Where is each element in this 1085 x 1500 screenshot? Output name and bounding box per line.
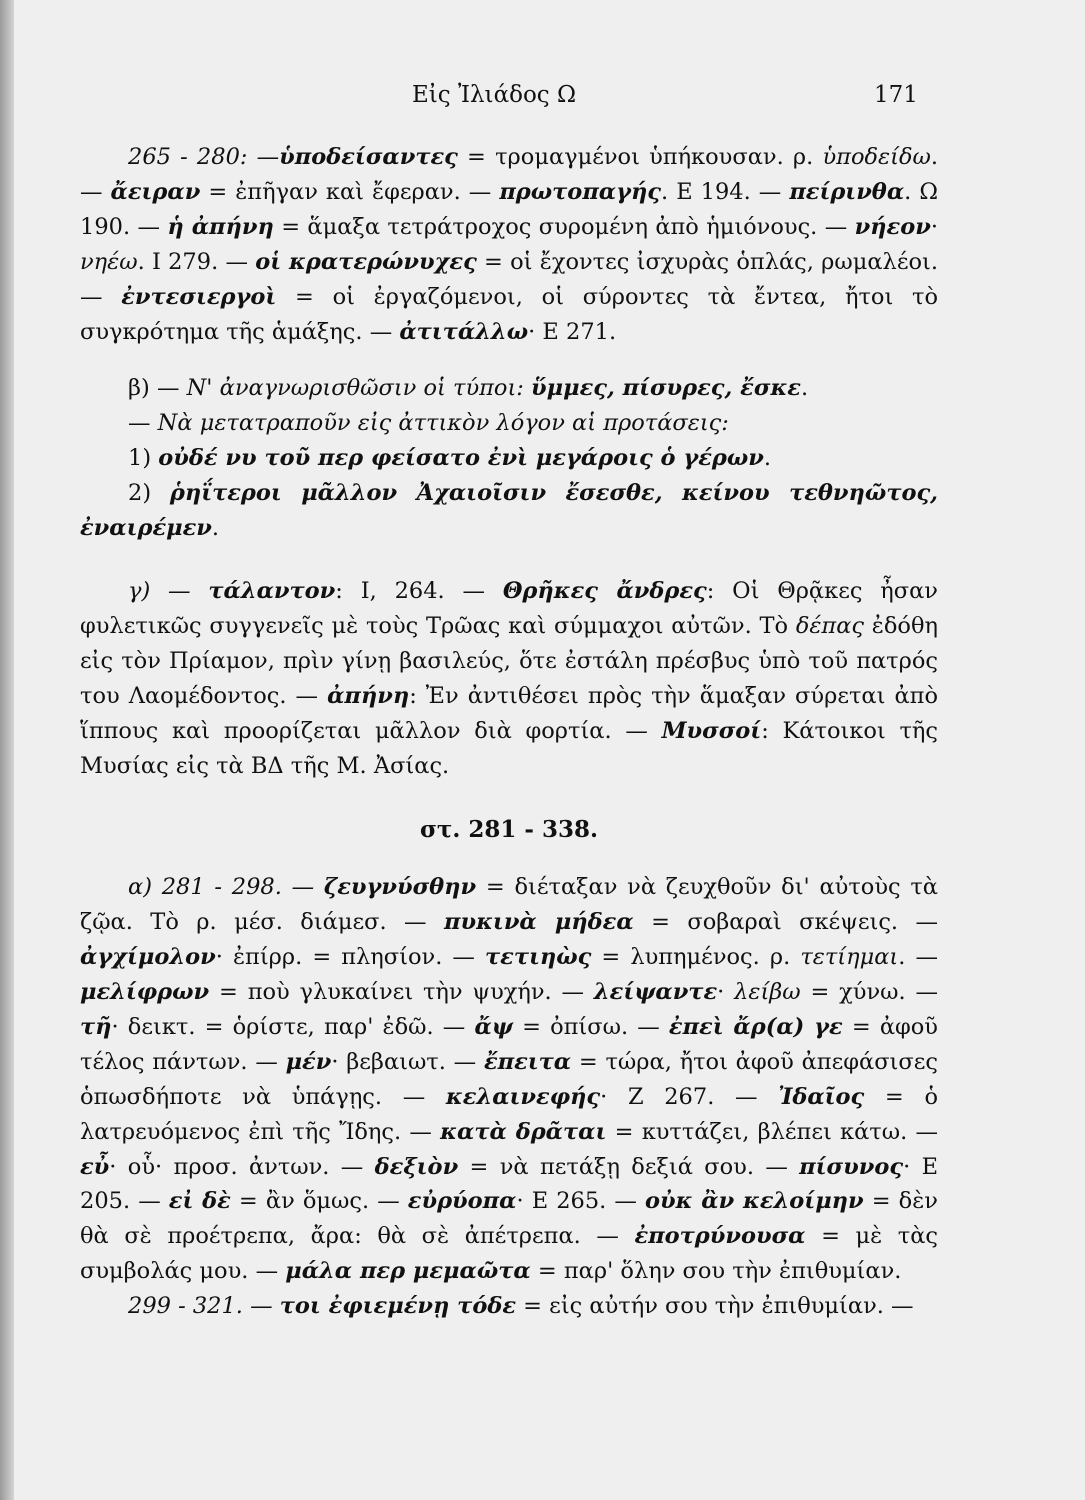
lemma-term: οἱ κρατερώνυχες — [255, 248, 477, 275]
lemma-term: ὑποδείσαντες — [279, 144, 458, 170]
text-segment: νηέω — [80, 248, 138, 275]
text-segment: = οἱ ἔχοντες ἰσχυρὰς ὁπλάς, ρωμαλέοι. — — [80, 248, 938, 310]
text-segment: . Ε 194. — — [661, 178, 790, 205]
text-segment: = ἅμαξα τετράτροχος συρομένη ἀπὸ ἡμιόνους. — — [273, 213, 855, 240]
page-header — [14, 82, 1085, 112]
text-segment: = ἐπῆγαν καὶ ἔφεραν. — — [200, 178, 500, 205]
lemma-term: ἄειραν — [110, 178, 201, 205]
text-segment: . — [800, 375, 809, 402]
lemma-term: πείρινθα — [789, 178, 905, 205]
lemma-term: μελίφρων — [80, 979, 210, 1006]
text-segment: . — [211, 515, 220, 542]
lemma-term: κατὰ δρᾶται — [440, 1118, 607, 1145]
text-segment: δέπας — [795, 612, 865, 639]
section-281-298 — [80, 870, 938, 1289]
lemma-term: Μυσσοί — [661, 717, 762, 744]
lemma-term: ἄψ — [474, 1013, 513, 1040]
text-segment: = τώρα, ἤτοι ἀφοῦ ἀπεφάσισες ὁπωσδήποτε νὰ ὑπάγῃς. — — [80, 1048, 938, 1110]
text-segment: Νὰ μετατραποῦν εἰς ἀττικὸν λόγον αἱ προτάσεις: — [157, 410, 729, 437]
lemma-term: οὐδέ νυ τοῦ περ φείσατο ἐνὶ μεγάροις ὁ γέρων — [158, 445, 764, 472]
text-segment: · Ε 265. — — [516, 1188, 646, 1215]
lemma-term: ζευγνύσθην — [323, 874, 477, 901]
text-segment: γ) — — [128, 577, 209, 604]
text-segment: = διέταξαν νὰ ζευχθοῦν δι' αὐτοὺς τὰ ζῷα. Τὸ ρ. μέσ. διάμεσ. — — [80, 874, 938, 936]
page-number: 171 — [874, 82, 918, 108]
page-body — [80, 140, 938, 1324]
text-segment: α) 281 - 298. — — [128, 874, 324, 901]
book-spine-shadow — [0, 0, 14, 1500]
section-beta-instruction — [80, 406, 938, 441]
lemma-term: οὐκ ἂν κελοίμην — [645, 1188, 864, 1215]
lemma-term: λείψαντε — [593, 979, 718, 1006]
lemma-term: ἐντεσιεργοὶ — [121, 283, 277, 310]
lemma-term: πρωτοπαγής — [499, 178, 662, 205]
verse-range-heading — [80, 813, 938, 848]
book-page — [14, 0, 1085, 1500]
text-segment: λείβω — [734, 979, 801, 1006]
lemma-term: εὖ — [80, 1153, 110, 1180]
text-segment: — — [128, 410, 158, 437]
text-segment: · οὗ· προσ. ἀντων. — — [109, 1153, 375, 1180]
text-segment: : Ι, 264. — — [335, 577, 503, 604]
section-299-321 — [80, 1289, 938, 1324]
section-beta-forms — [80, 371, 938, 406]
text-segment: 2) — [128, 480, 170, 507]
lemma-term: ἀγχίμολον — [80, 944, 216, 971]
lemma-term: Θρῆκες ἄνδρες — [502, 577, 707, 604]
text-segment: = τρομαγμένοι ὑπήκουσαν. ρ. — [457, 144, 823, 170]
text-segment: · — [930, 213, 938, 240]
lemma-term: δεξιὸν — [374, 1153, 459, 1180]
text-segment: . — — [898, 944, 938, 971]
text-segment: . Ω 190. — — [80, 178, 938, 240]
text-segment: . Ι 279. — — [137, 248, 256, 275]
lemma-term: κελαινεφής — [445, 1083, 601, 1110]
lemma-term: ἐπεὶ ἄρ(α) γε — [668, 1013, 843, 1040]
text-segment: : Οἱ Θρᾷκες ἦσαν φυλετικῶς συγγενεῖς μὲ τοὺς Τρῶας καὶ σύμμαχοι αὐτῶν. Τὸ — [80, 577, 938, 639]
lemma-term: πίσυνος — [799, 1153, 904, 1180]
text-segment: = ὀπίσω. — — [512, 1013, 669, 1040]
text-segment: · — [717, 979, 735, 1006]
text-segment: 299 - 321. — — [128, 1293, 280, 1320]
text-segment: = ὁ λατρευόμενος ἐπὶ τῆς Ἴδης. — — [80, 1083, 938, 1145]
text-segment: : Ἐν ἀντιθέσει πρὸς τὴν ἅμαξαν σύρεται ἀπὸ ἵππους καὶ προορίζεται μᾶλλον διὰ φορτία. — — [80, 682, 938, 744]
text-segment: . — — [80, 144, 938, 205]
text-segment: 1) — [128, 445, 159, 472]
section-gamma-notes — [80, 574, 938, 783]
text-segment: = παρ' ὅλην σου τὴν ἐπιθυμίαν. — [530, 1258, 902, 1285]
text-segment: ἐδόθη εἰς τὸν Πρίαμον, πρὶν γίνῃ βασιλεύς, ὅτε ἐστάλη πρέσβυς ὑπὸ τοῦ πατρός του Λαομέδοντος. — — [80, 612, 938, 709]
text-segment: · Ε 271. — [528, 318, 617, 345]
text-segment: = μὲ τὰς συμβολάς μου. — — [80, 1223, 939, 1285]
lemma-term: μέν — [285, 1048, 332, 1075]
lemma-term: νήεον — [854, 213, 931, 240]
text-segment: . — [763, 445, 772, 472]
lemma-term: εὐρύοπα — [407, 1188, 517, 1215]
text-segment: · βεβαιωτ. — — [331, 1048, 484, 1075]
lemma-term: στ. 281 - 338. — [419, 816, 599, 844]
text-segment: · Ε 205. — — [80, 1153, 938, 1215]
lemma-term: τῆ — [80, 1013, 112, 1040]
lemma-term: εἰ δὲ — [168, 1188, 231, 1215]
text-segment: = λυπημένος. ρ. — [591, 944, 801, 971]
text-segment: τετίημαι — [800, 944, 899, 971]
lemma-term: πυκινὰ μήδεα — [443, 909, 634, 936]
text-segment: · ἐπίρρ. = πλησίον. — — [215, 944, 485, 971]
running-title: Εἰς Ἰλιάδος Ω — [412, 82, 577, 108]
text-segment: 265 - 280: — — [128, 144, 280, 170]
text-segment: = σοβαραὶ σκέψεις. — — [633, 909, 938, 936]
text-segment: · Ζ 267. — — [600, 1083, 779, 1110]
text-segment: = ἀφοῦ τέλος πάντων. — — [80, 1013, 938, 1075]
text-segment: ὑποδείδω — [822, 144, 931, 170]
exercise-sentence-2 — [80, 476, 938, 546]
lemma-term: τοι ἐφιεμένῃ τόδε — [279, 1293, 517, 1320]
text-segment: · δεικτ. = ὁρίστε, παρ' ἐδῶ. — — [111, 1013, 475, 1040]
lemma-term: ἀπήνη — [327, 682, 410, 709]
text-segment: = εἰς αὐτήν σου τὴν ἐπιθυμίαν. — — [516, 1293, 914, 1320]
lemma-term: ἡ ἀπήνη — [167, 213, 274, 240]
text-segment: = νὰ πετάξῃ δεξιά σου. — — [458, 1153, 800, 1180]
lemma-term: τάλαντον — [208, 577, 336, 604]
text-segment: : Κάτοικοι τῆς Μυσίας εἰς τὰ ΒΔ τῆς Μ. Ἀσίας. — [80, 717, 938, 779]
lemma-term: μάλα περ μεμαῶτα — [285, 1258, 531, 1285]
text-segment: = χύνω. — — [800, 979, 938, 1006]
text-segment: = ποὺ γλυκαίνει τὴν ψυχήν. — — [209, 979, 594, 1006]
lemma-term: τετιηὼς — [485, 944, 592, 971]
lemma-term: ἔπειτα — [483, 1048, 572, 1075]
text-segment: = κυττάζει, βλέπει κάτω. — — [606, 1118, 938, 1145]
lemma-term: ὕμμες, πίσυρες, ἔσκε — [531, 375, 801, 402]
text-segment: Ν' ἀναγνωρισθῶσιν οἱ τύποι: — [186, 375, 532, 402]
text-segment: = ἂν ὅμως. — — [230, 1188, 408, 1215]
text-segment: = οἱ ἐργαζόμενοι, οἱ σύροντες τὰ ἔντεα, ἤτοι τὸ συγκρότημα τῆς ἁμάξης. — — [80, 283, 938, 345]
lemma-term: ἐποτρύνουσα — [634, 1223, 806, 1250]
lemma-term: Ἰδαῖος — [778, 1083, 865, 1110]
lemma-term: ῥηΐτεροι μᾶλλον Ἀχαιοῖσιν ἔσεσθε, κείνου τεθνηῶτος, ἐναιρέμεν — [80, 480, 939, 542]
text-segment: β) — — [128, 375, 187, 402]
lemma-term: ἀτιτάλλω — [399, 318, 529, 345]
text-segment: = δὲν θὰ σὲ προέτρεπα, ἄρα: θὰ σὲ ἀπέτρεπα. — — [80, 1188, 938, 1250]
section-265-280 — [80, 140, 938, 349]
exercise-sentence-1 — [80, 441, 938, 476]
